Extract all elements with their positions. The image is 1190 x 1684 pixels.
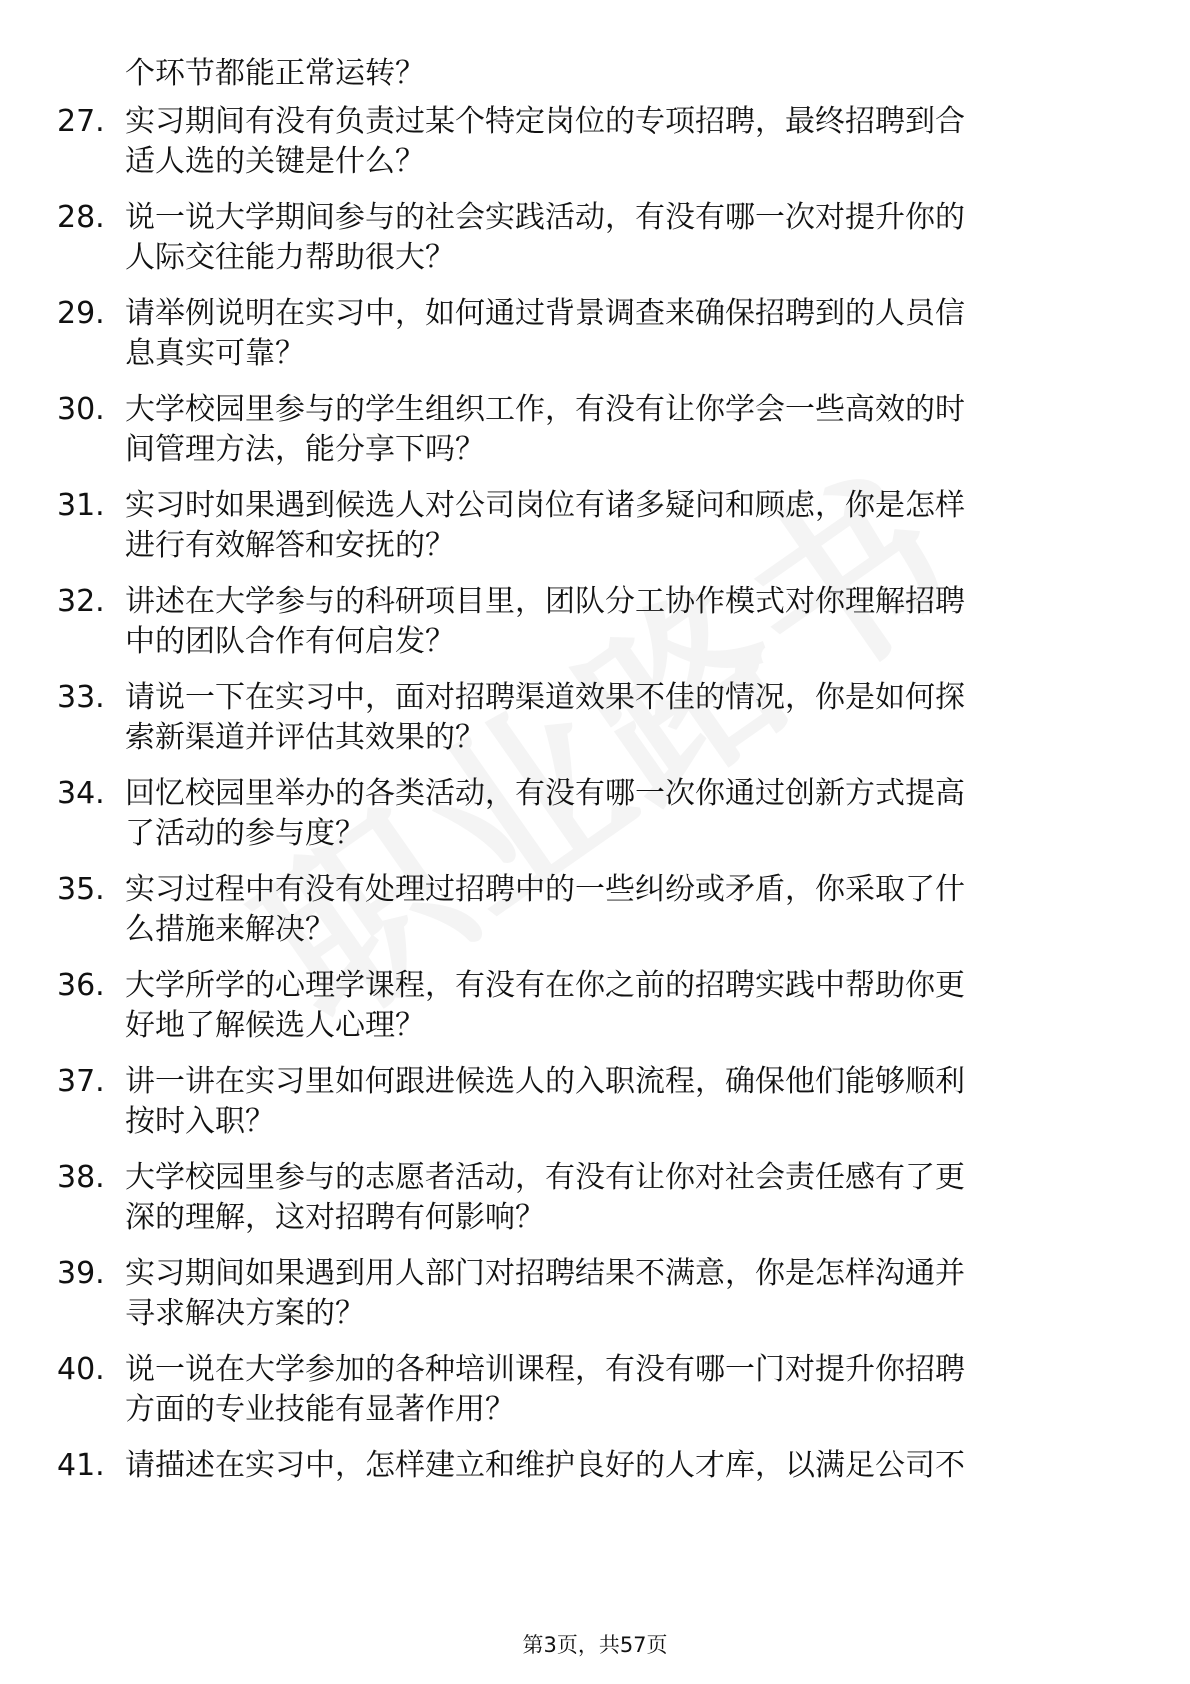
item-text-line: 大学校园里参与的学生组织工作，有没有让你学会一些高效的时 xyxy=(125,392,965,427)
item-text-line: 实习过程中有没有处理过招聘中的一些纠纷或矛盾，你采取了什 xyxy=(125,872,965,907)
item-text-line: 了活动的参与度？ xyxy=(125,816,365,851)
item-text-line: 进行有效解答和安抚的？ xyxy=(125,528,455,563)
item-text-line: 大学所学的心理学课程，有没有在你之前的招聘实践中帮助你更 xyxy=(125,968,965,1003)
page-footer: 第3页，共57页 xyxy=(522,1633,668,1657)
item-number: 30. xyxy=(57,392,105,427)
item-number: 28. xyxy=(57,200,105,235)
item-text-line: 回忆校园里举办的各类活动，有没有哪一次你通过创新方式提高 xyxy=(125,776,965,811)
item-text-line: 讲述在大学参与的科研项目里，团队分工协作模式对你理解招聘 xyxy=(125,584,965,619)
item-number: 35. xyxy=(57,872,105,907)
item-number: 31. xyxy=(57,488,105,523)
item-text-line: 适人选的关键是什么？ xyxy=(125,144,425,179)
item-text-line: 息真实可靠？ xyxy=(125,336,305,371)
item-text-line: 好地了解候选人心理？ xyxy=(125,1008,425,1043)
item-text-line: 大学校园里参与的志愿者活动，有没有让你对社会责任感有了更 xyxy=(125,1160,965,1195)
item-number: 37. xyxy=(57,1064,105,1099)
item-number: 33. xyxy=(57,680,105,715)
item-number: 41. xyxy=(57,1448,105,1483)
item-text-line: 实习时如果遇到候选人对公司岗位有诸多疑问和顾虑，你是怎样 xyxy=(125,488,965,523)
item-number: 36. xyxy=(57,968,105,1003)
item-text-line: 索新渠道并评估其效果的？ xyxy=(125,720,485,755)
item-text-line: 方面的专业技能有显著作用？ xyxy=(125,1392,515,1427)
item-text-line: 么措施来解决？ xyxy=(125,912,335,947)
item-number: 32. xyxy=(57,584,105,619)
continued-line: 个环节都能正常运转？ xyxy=(125,56,425,91)
item-text-line: 间管理方法，能分享下吗？ xyxy=(125,432,485,467)
item-number: 40. xyxy=(57,1352,105,1387)
item-text-line: 讲一讲在实习里如何跟进候选人的入职流程，确保他们能够顺利 xyxy=(125,1064,965,1099)
item-text-line: 请说一下在实习中，面对招聘渠道效果不佳的情况，你是如何探 xyxy=(125,680,965,715)
item-number: 29. xyxy=(57,296,105,331)
item-number: 27. xyxy=(57,104,105,139)
item-text-line: 说一说在大学参加的各种培训课程，有没有哪一门对提升你招聘 xyxy=(125,1352,965,1387)
item-number: 34. xyxy=(57,776,105,811)
item-number: 38. xyxy=(57,1160,105,1195)
item-text-line: 深的理解，这对招聘有何影响？ xyxy=(125,1200,545,1235)
item-number: 39. xyxy=(57,1256,105,1291)
item-text-line: 实习期间有没有负责过某个特定岗位的专项招聘，最终招聘到合 xyxy=(125,104,965,139)
item-text-line: 实习期间如果遇到用人部门对招聘结果不满意，你是怎样沟通并 xyxy=(125,1256,965,1291)
item-text-line: 按时入职？ xyxy=(125,1104,275,1139)
item-text-line: 寻求解决方案的？ xyxy=(125,1296,365,1331)
item-text-line: 请举例说明在实习中，如何通过背景调查来确保招聘到的人员信 xyxy=(125,296,965,331)
item-text-line: 人际交往能力帮助很大？ xyxy=(125,240,455,275)
item-text-line: 说一说大学期间参与的社会实践活动，有没有哪一次对提升你的 xyxy=(125,200,965,235)
item-text-line: 中的团队合作有何启发？ xyxy=(125,624,455,659)
item-text-line: 请描述在实习中，怎样建立和维护良好的人才库，以满足公司不 xyxy=(125,1448,965,1483)
